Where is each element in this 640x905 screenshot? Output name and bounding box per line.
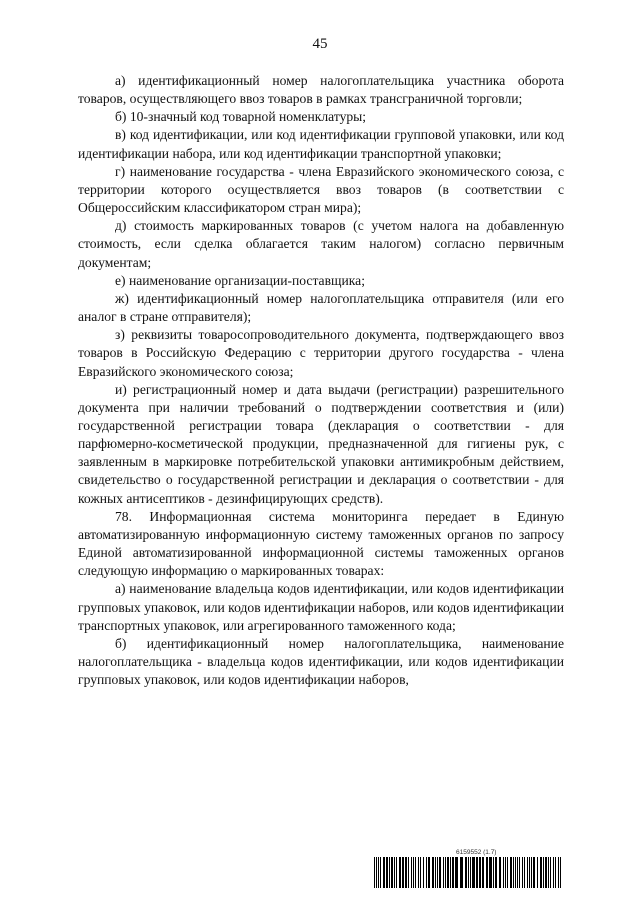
document-code: 6159552 (1.7)	[456, 849, 497, 856]
paragraph-78b-owner-inn: б) идентификационный номер налогоплательщика, наименование налогоплательщика - владельца кодов идентификации, или кодов идентификации групповых упаковок, или кодов идентификации наборов,	[78, 635, 564, 688]
paragraph-zh-sender-inn: ж) идентификационный номер налогоплательщика отправителя (или его аналог в стране отправителя);	[78, 290, 564, 325]
paragraph-78-monitoring-system: 78. Информационная система мониторинга передает в Единую автоматизированную информационную систему таможенных органов по запросу Единой автоматизированной информационной системы таможенных органов следующую информацию о маркированных товарах:	[78, 508, 564, 579]
page-number: 45	[312, 36, 328, 52]
document-body	[78, 72, 564, 689]
paragraph-b-commodity-code: б) 10-значный код товарной номенклатуры;	[115, 109, 367, 125]
paragraph-g-member-state: г) наименование государства - члена Евразийского экономического союза, с территории которого осуществляется ввоз товаров (в соответствии с Общероссийским классификатором стран мира);	[78, 163, 564, 216]
paragraph-e-supplier: е) наименование организации-поставщика;	[115, 272, 365, 288]
paragraph-i-permit-document: и) регистрационный номер и дата выдачи (регистрации) разрешительного документа при наличии требований о подтверждении соответствия и (или) государственной регистрации товара (декларация о соответствии - для парфюмерно-косметической продукции, предназначенной для гигиены рук, с заявленным в маркировке потребительской упаковки антимикробным действием, свидетельство о государственной регистрации и декларация о соответствии - для кожных антисептиков - дезинфицирующих средств).	[78, 381, 564, 506]
paragraph-78a-owner-name: а) наименование владельца кодов идентификации, или кодов идентификации групповых упаковок, или кодов идентификации наборов, или кодов идентификации транспортных упаковок, или агрегированного таможенного кода;	[78, 581, 564, 633]
paragraph-v-identification-code: в) код идентификации, или код идентификации групповой упаковки, или код идентификации набора, или код идентификации транспортной упаковки;	[78, 127, 564, 161]
paragraph-d-cost: д) стоимость маркированных товаров (с учетом налога на добавленную стоимость, если сделка облагается таким налогом) согласно первичным документам;	[78, 218, 564, 270]
barcode-icon	[374, 857, 564, 888]
paragraph-z-shipping-document: з) реквизиты товаросопроводительного документа, подтверждающего ввоз товаров в Российскую Федерацию с территории другого государства - члена Евразийского экономического союза;	[78, 327, 564, 379]
paragraph-a-inn: а) идентификационный номер налогоплательщика участника оборота товаров, осуществляющего ввоз товаров в рамках трансграничной торговли;	[78, 73, 564, 107]
